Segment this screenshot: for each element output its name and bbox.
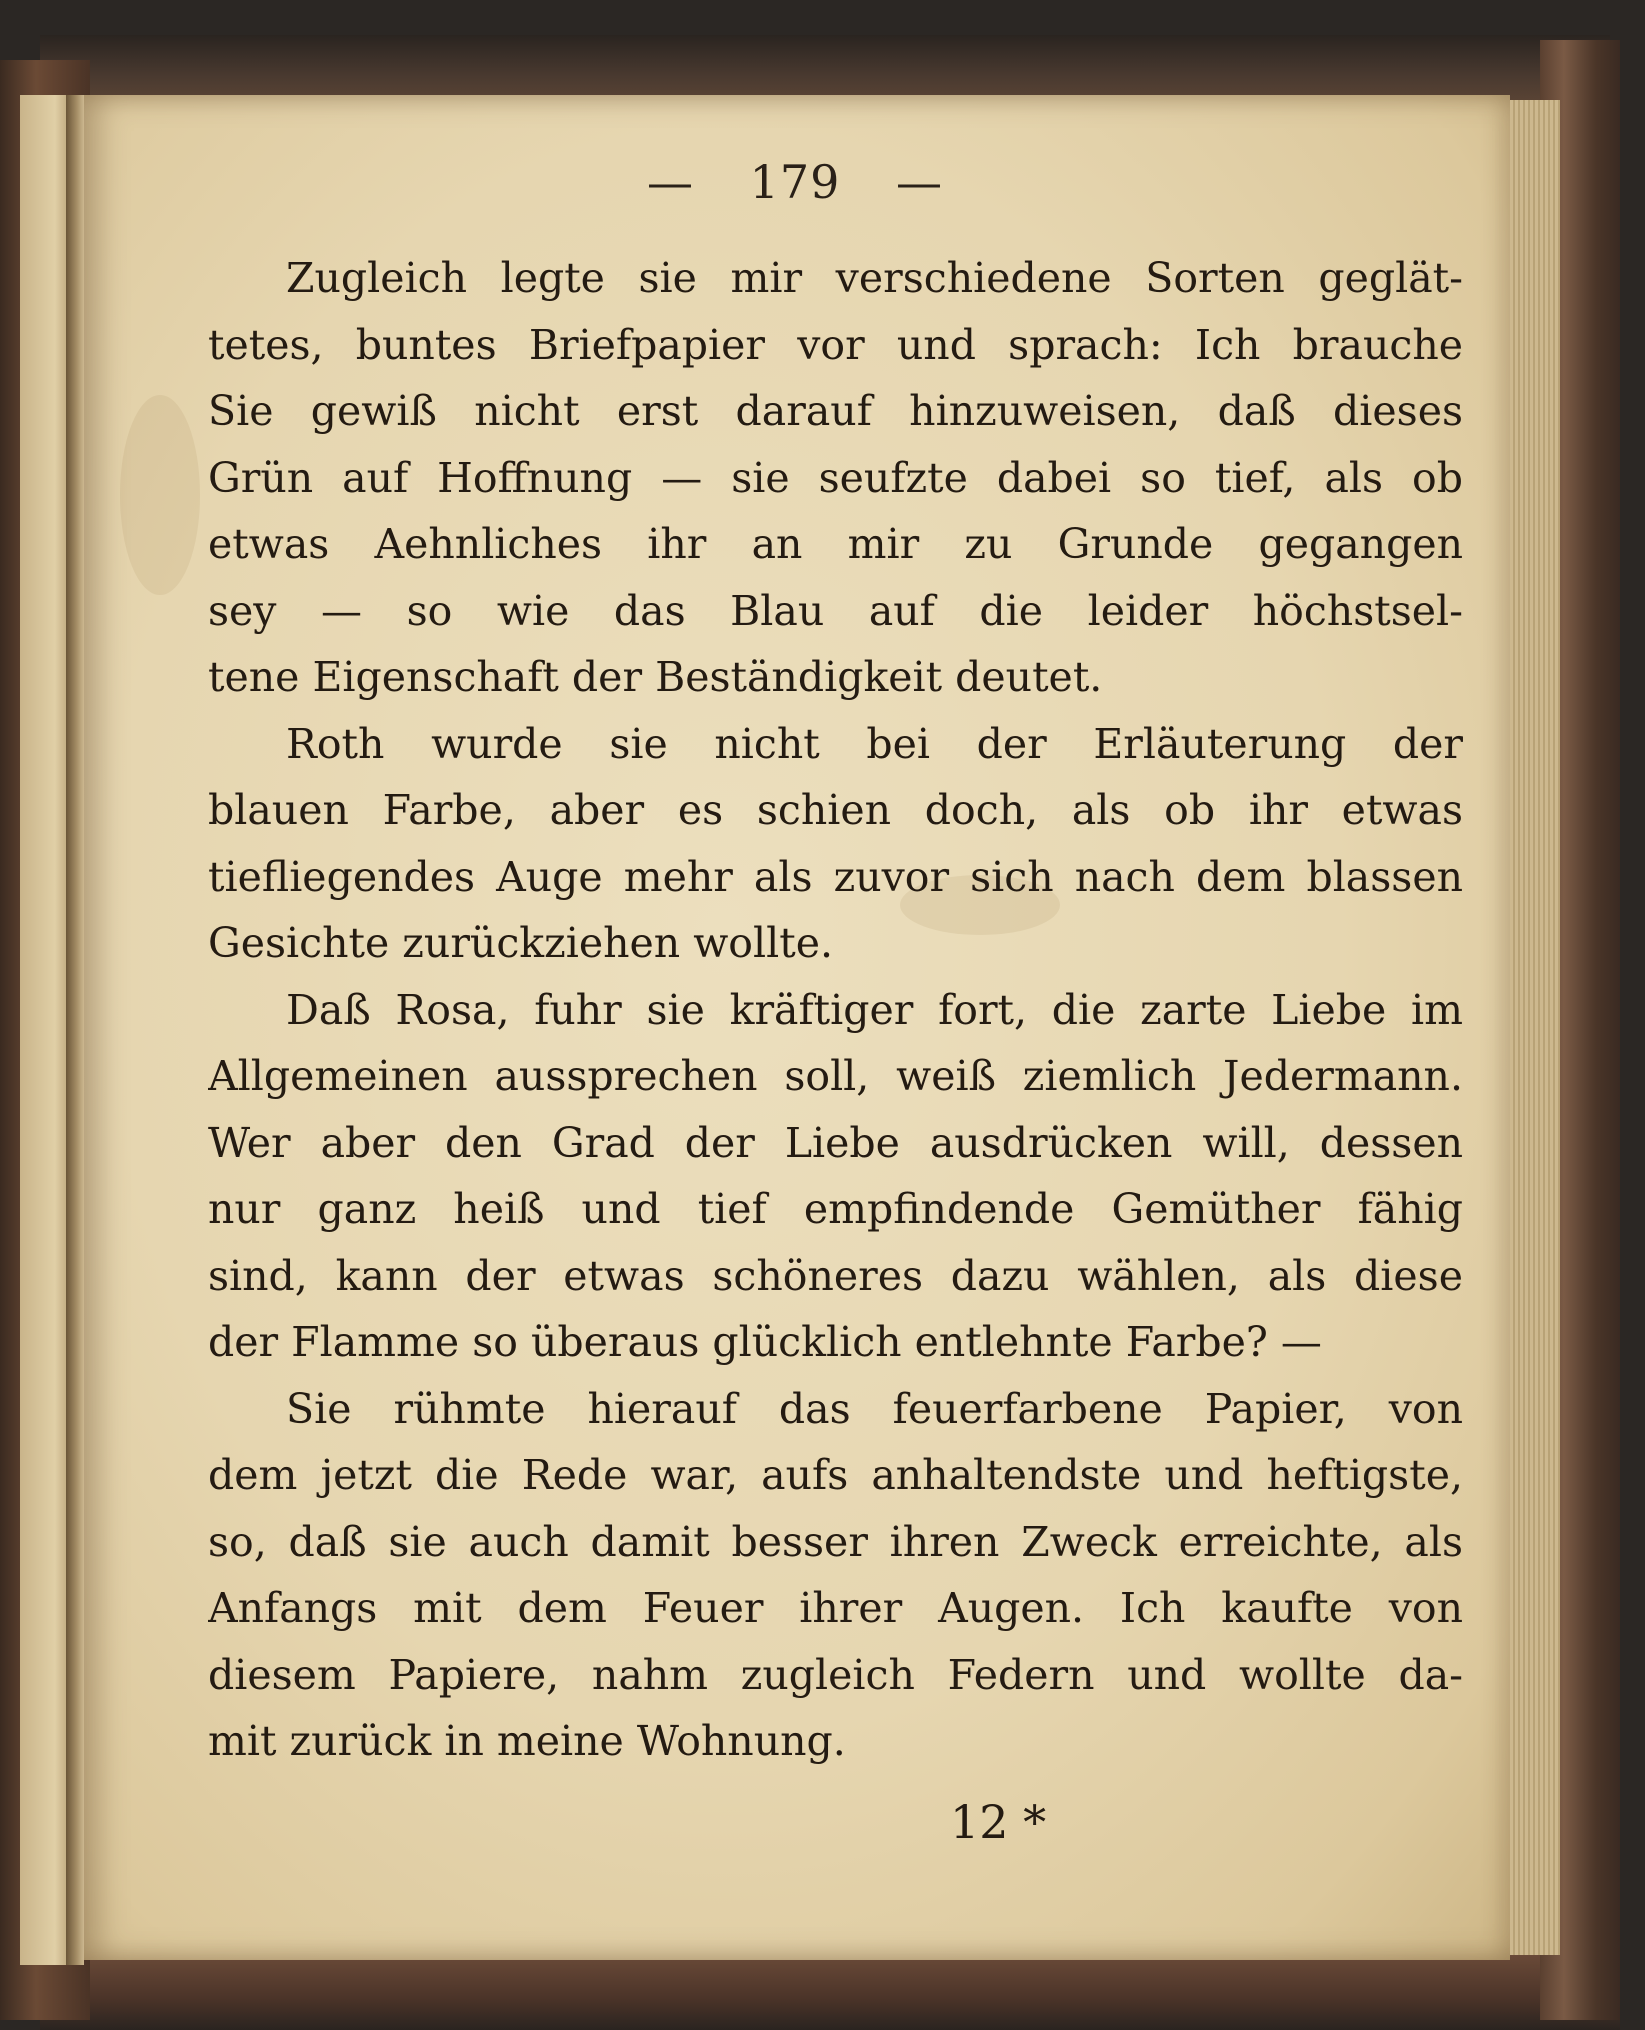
text-line: Grün auf Hoffnung — sie seufzte dabei so tief, als ob xyxy=(208,453,1463,502)
text-line: Zugleich legte sie mir verschiedene Sorten geglät- xyxy=(286,254,1463,302)
paragraph xyxy=(208,1376,1463,1775)
text-line: Allgemeinen aussprechen soll, weiß ziemlich Jedermann. xyxy=(208,1052,1463,1100)
left-page-edge xyxy=(20,95,70,1965)
paper-stain xyxy=(120,395,200,595)
paragraph xyxy=(208,245,1463,711)
text-line: Sie rühmte hierauf das feuerfarbene Papier, von xyxy=(286,1384,1463,1433)
text-line: diesem Papiere, nahm zugleich Federn und wollte da- xyxy=(208,1650,1463,1699)
running-header xyxy=(80,155,1510,209)
book-cover-bottom xyxy=(40,1955,1620,2030)
header-dash-right: — xyxy=(896,155,944,209)
text-line: Wer aber den Grad der Liebe ausdrücken will, dessen xyxy=(208,1118,1463,1167)
page-number: 179 xyxy=(749,155,841,209)
text-line: tiefliegendes Auge mehr als zuvor sich nach dem blassen xyxy=(208,852,1463,901)
text-line: mit zurück in meine Wohnung. xyxy=(208,1717,846,1765)
book-page xyxy=(80,95,1510,1960)
text-line: Gesichte zurückziehen wollte. xyxy=(208,919,833,967)
text-line: tetes, buntes Briefpapier vor und sprach: Ich brauche xyxy=(208,320,1463,369)
text-line: etwas Aehnliches ihr an mir zu Grunde gegangen xyxy=(208,520,1463,568)
header-dash-left: — xyxy=(646,155,694,209)
text-line: Daß Rosa, fuhr sie kräftiger fort, die zarte Liebe im xyxy=(286,985,1463,1034)
book-gutter xyxy=(66,95,84,1965)
text-line: Roth wurde sie nicht bei der Erläuterung der xyxy=(286,719,1463,768)
text-line: sey — so wie das Blau auf die leider höchstsel- xyxy=(208,586,1463,635)
paragraph xyxy=(208,711,1463,977)
text-line: sind, kann der etwas schöneres dazu wählen, als diese xyxy=(208,1251,1463,1300)
body-text xyxy=(208,245,1463,1775)
text-line: dem jetzt die Rede war, aufs anhaltendste und heftigste, xyxy=(208,1451,1463,1499)
text-line: tene Eigenschaft der Beständigkeit deutet. xyxy=(208,653,1103,701)
text-line: der Flamme so überaus glücklich entlehnte Farbe? — xyxy=(208,1318,1322,1366)
text-line: so, daß sie auch damit besser ihren Zweck erreichte, als xyxy=(208,1517,1463,1566)
text-line: Sie gewiß nicht erst darauf hinzuweisen, daß dieses xyxy=(208,387,1463,435)
text-line: blauen Farbe, aber es schien doch, als ob ihr etwas xyxy=(208,786,1463,834)
text-line: Anfangs mit dem Feuer ihrer Augen. Ich kaufte von xyxy=(208,1584,1463,1632)
text-line: nur ganz heiß und tief empfindende Gemüther fähig xyxy=(208,1185,1463,1233)
paragraph xyxy=(208,977,1463,1376)
signature-mark: 12 * xyxy=(950,1795,1047,1849)
